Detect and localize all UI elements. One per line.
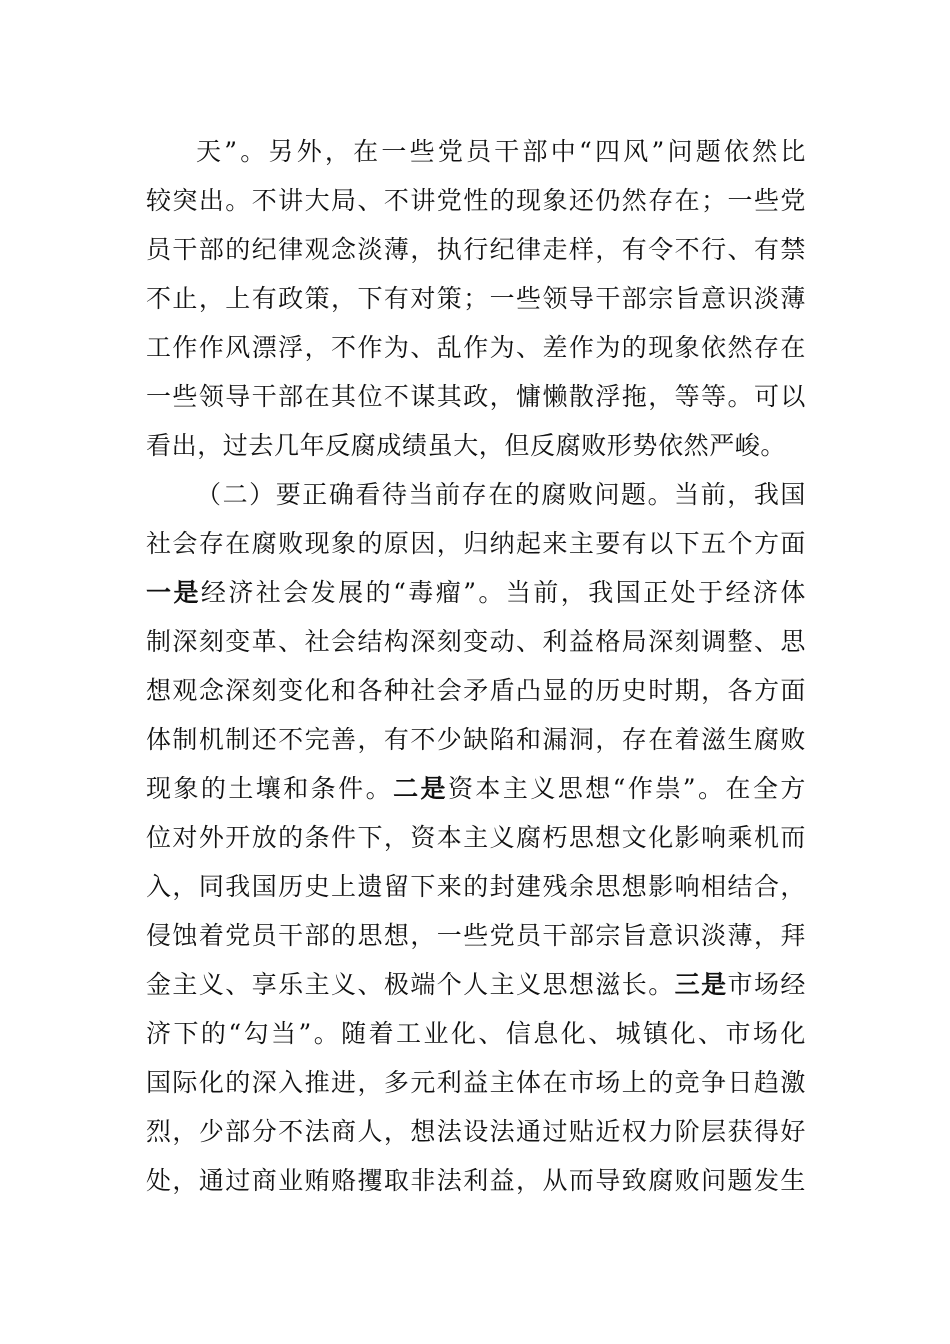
text-line-18-pre: 金主义、享乐主义、极端个人主义思想滋长。 xyxy=(146,970,675,999)
text-line-7: 看出，过去几年反腐成绩虽大，但反腐败形势依然严峻。 xyxy=(146,431,787,460)
text-line-14-rest: 资本主义思想“作祟”。在全方 xyxy=(447,774,806,803)
point-label-first: 一是 xyxy=(146,578,201,607)
text-line-12: 想观念深刻变化和各种社会矛盾凸显的历史时期，各方面 xyxy=(146,676,806,705)
text-line-9: 社会存在腐败现象的原因，归纳起来主要有以下五个方面 xyxy=(146,529,806,558)
text-line-4: 不止，上有政策，下有对策；一些领导干部宗旨意识淡薄 xyxy=(146,284,806,313)
text-line-1: 天”。另外，在一些党员干部中“四风”问题依然比 xyxy=(196,137,806,166)
text-line-13: 体制机制还不完善，有不少缺陷和漏洞，存在着滋生腐败 xyxy=(146,725,806,754)
text-line-18-rest: 市场经 xyxy=(727,970,806,999)
text-line-10 xyxy=(146,573,806,613)
text-line-2: 较突出。不讲大局、不讲党性的现象还仍然存在；一些党 xyxy=(146,186,806,215)
text-line-18 xyxy=(146,965,806,1005)
text-line-3: 员干部的纪律观念淡薄，执行纪律走样，有令不行、有禁 xyxy=(146,235,806,264)
section-heading-line: （二）要正确看待当前存在的腐败问题。当前，我国 xyxy=(196,480,806,509)
point-label-third: 三是 xyxy=(674,970,728,999)
text-line-17: 侵蚀着党员干部的思想，一些党员干部宗旨意识淡薄，拜 xyxy=(146,921,806,950)
text-line-14-pre: 现象的土壤和条件。 xyxy=(146,774,394,803)
text-line-11: 制深刻变革、社会结构深刻变动、利益格局深刻调整、思 xyxy=(146,627,806,656)
text-line-21: 烈，少部分不法商人，想法设法通过贴近权力阶层获得好 xyxy=(146,1117,806,1146)
text-line-20: 国际化的深入推进，多元利益主体在市场上的竞争日趋激 xyxy=(146,1068,806,1097)
text-line-22: 处，通过商业贿赂攫取非法利益，从而导致腐败问题发生 xyxy=(146,1166,806,1195)
text-line-16: 入，同我国历史上遗留下来的封建残余思想影响相结合， xyxy=(146,872,806,901)
text-line-14 xyxy=(146,769,806,809)
text-line-10-rest: 经济社会发展的“毒瘤”。当前，我国正处于经济体 xyxy=(200,578,806,607)
text-line-6: 一些领导干部在其位不谋其政，慵懒散浮拖，等等。可以 xyxy=(146,382,806,411)
point-label-second: 二是 xyxy=(393,774,448,803)
text-line-15: 位对外开放的条件下，资本主义腐朽思想文化影响乘机而 xyxy=(146,823,806,852)
text-line-19: 济下的“勾当”。随着工业化、信息化、城镇化、市场化 xyxy=(146,1019,806,1048)
text-line-5: 工作作风漂浮，不作为、乱作为、差作为的现象依然存在 xyxy=(146,333,806,362)
